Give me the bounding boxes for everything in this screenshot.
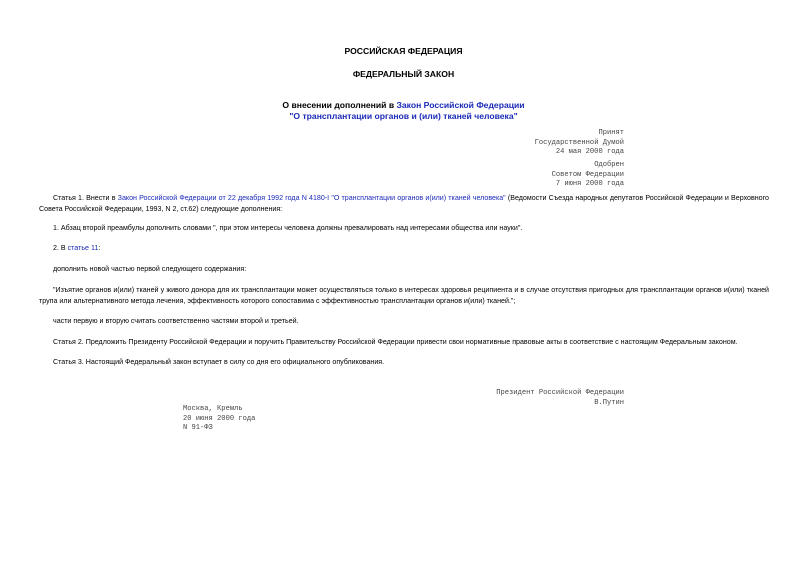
law-title-prefix: О внесении дополнений в bbox=[282, 100, 397, 110]
accepted-line-2: Государственной Думой bbox=[534, 138, 624, 147]
article-1-prefix: Статья 1. Внести в bbox=[53, 194, 118, 202]
issue-number: N 91-ФЗ bbox=[183, 424, 213, 432]
item-2-prefix: 2. В bbox=[53, 244, 68, 252]
signature-position: Президент Российской Федерации bbox=[496, 389, 624, 397]
article-1 bbox=[39, 193, 769, 214]
issue-date: 20 июня 2000 года bbox=[183, 414, 256, 423]
renumber-text: части первую и вторую считать соответственно частями второй и третьей. bbox=[53, 317, 299, 325]
approved-line-2: Советом Федерации bbox=[551, 170, 624, 179]
law-title bbox=[0, 100, 807, 110]
item-1: 1. Абзац второй преамбулы дополнить словами ", при этом интересы человека должны превалировать над интересами общества или науки". bbox=[53, 224, 523, 232]
law-type-heading: ФЕДЕРАЛЬНЫЙ ЗАКОН bbox=[352, 69, 455, 79]
article-2: Статья 2. Предложить Президенту Российской Федерации и поручить Правительству Российской Федерации привести свои нормативные правовые акты в соответствие с настоящим Федеральным законом. bbox=[53, 338, 738, 346]
article-3: Статья 3. Настоящий Федеральный закон вступает в силу со дня его официального опубликования. bbox=[53, 358, 385, 366]
article-1-law-link[interactable]: Закон Российской Федерации от 22 декабря 1992 года N 4180-I "О трансплантации органов и(или) тканей человека" bbox=[117, 194, 506, 202]
adoption-accepted bbox=[535, 129, 624, 158]
accepted-line-1: Принят bbox=[598, 129, 624, 137]
article-11-link[interactable]: статье 11 bbox=[67, 244, 99, 252]
adoption-approved bbox=[552, 161, 624, 190]
item-2-suffix: : bbox=[98, 244, 101, 252]
approved-line-1: Одобрен bbox=[594, 161, 624, 169]
law-title-link[interactable]: Закон Российской Федерации bbox=[396, 100, 525, 110]
item-2 bbox=[53, 243, 100, 254]
issue-details bbox=[183, 405, 255, 434]
item-2-text: дополнить новой частью первой следующего содержания: bbox=[53, 265, 247, 273]
approved-line-3: 7 июня 2000 года bbox=[555, 180, 624, 188]
law-title-link-2[interactable]: "О трансплантации органов и (или) тканей человека" bbox=[289, 111, 518, 121]
signature-block bbox=[496, 389, 624, 408]
law-title-line2 bbox=[0, 111, 807, 121]
signature-name: В.Путин bbox=[594, 398, 624, 407]
issue-place: Москва, Кремль bbox=[183, 405, 243, 413]
country-heading: РОССИЙСКАЯ ФЕДЕРАЦИЯ bbox=[344, 46, 463, 56]
article-1-suffix: (Ведомости Съезда народных депутатов Российской Федерации и Верховного Совета Российской Федерации, 1993, N 2, ст.62) следующие дополнения: bbox=[39, 194, 769, 213]
accepted-line-3: 24 мая 2000 года bbox=[555, 148, 624, 156]
quoted-provision: "Изъятие органов и(или) тканей у живого донора для их трансплантации может осуществляться только в интересах здоровья реципиента и в случае отсутствия пригодных для трансплантации органов и(или) тканей трупа или альтернативного метода лечения, эффективность которого сопоставима с эффективностью трансплантации органов и(или) тканей."; bbox=[39, 286, 769, 305]
